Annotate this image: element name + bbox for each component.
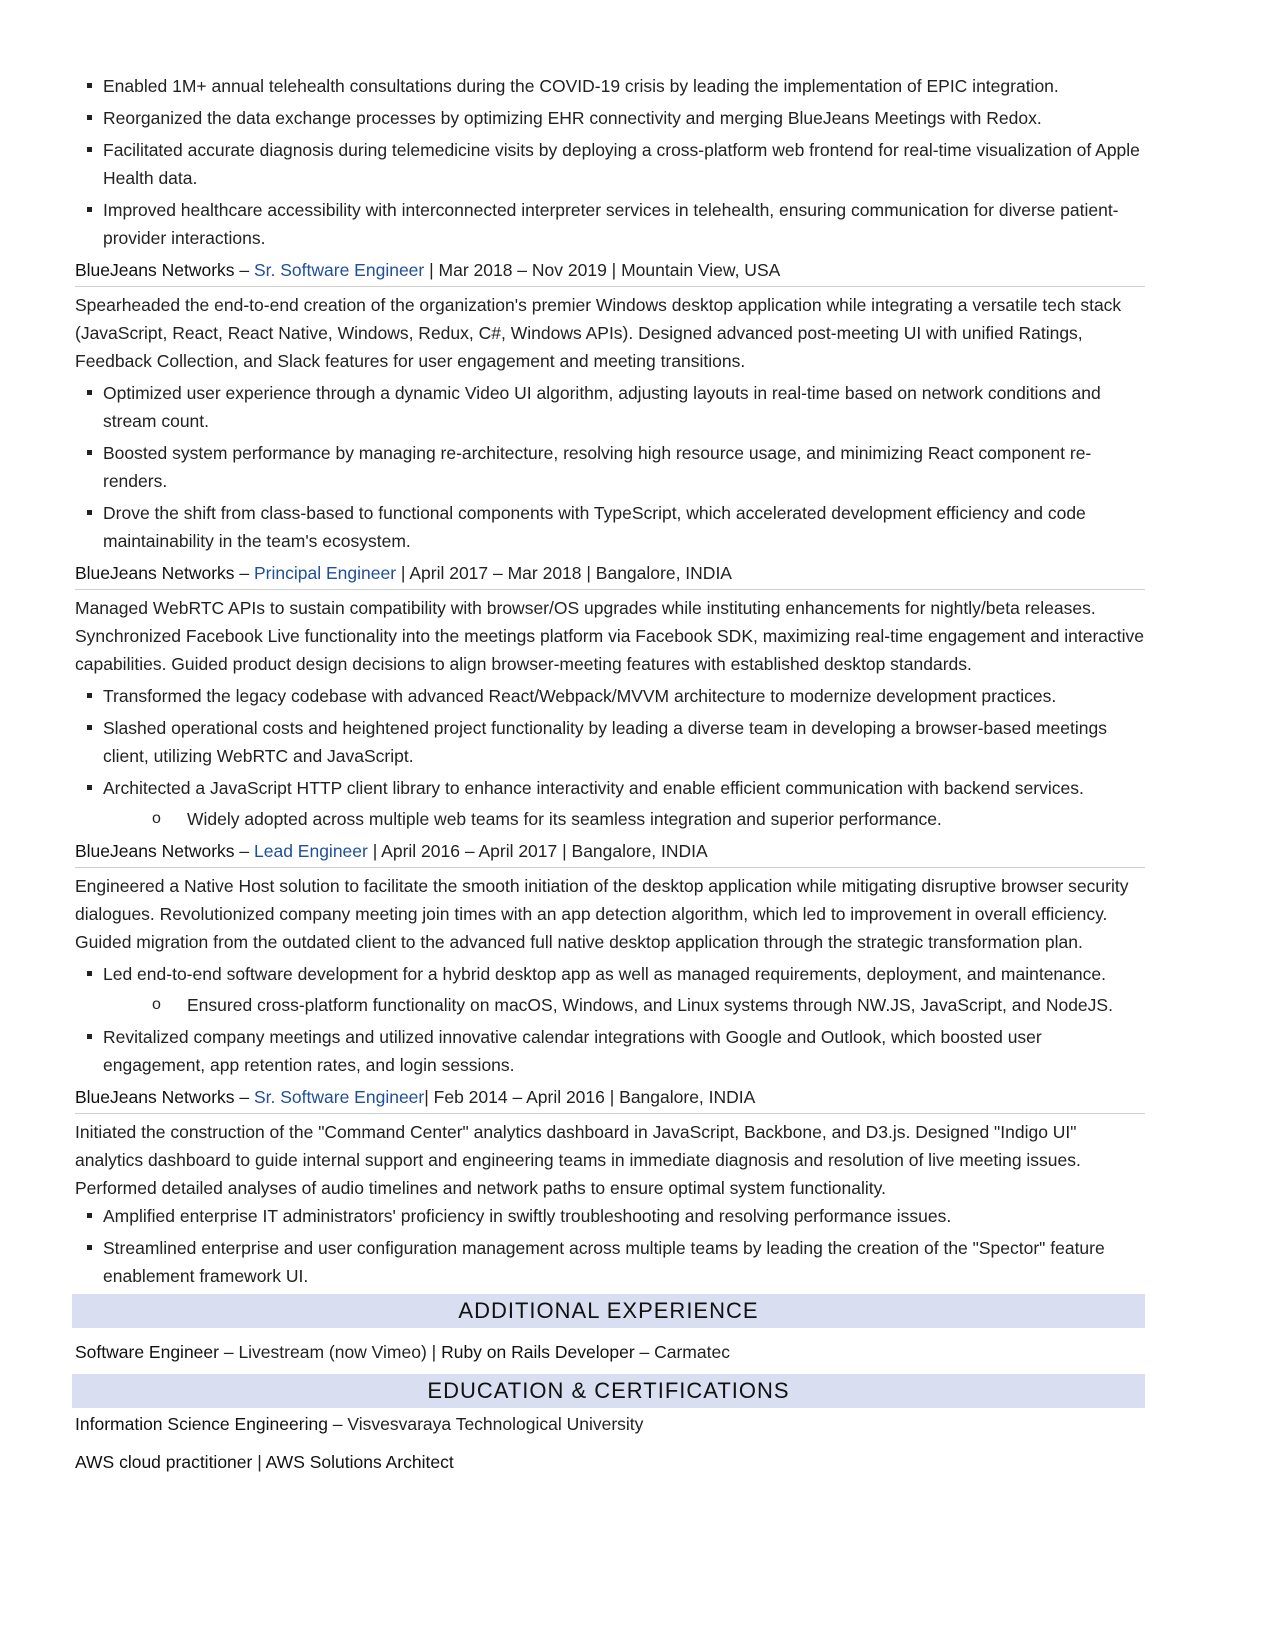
bullet-item: Transformed the legacy codebase with advanced React/Webpack/MVVM architecture to modernize development practices. <box>75 682 1145 710</box>
job-bullet-list <box>75 682 1145 833</box>
bullet-item: Streamlined enterprise and user configuration management across multiple teams by leading the creation of the "Spector" feature enablement framework UI. <box>75 1234 1145 1290</box>
company-name: BlueJeans Networks <box>75 1087 235 1107</box>
job-header <box>75 559 1145 590</box>
certification: AWS Solutions Architect <box>265 1452 454 1472</box>
bullet-item: Enabled 1M+ annual telehealth consultations during the COVID-19 crisis by leading the implementation of EPIC integration. <box>75 72 1145 100</box>
bullet-item: Boosted system performance by managing re-architecture, resolving high resource usage, and minimizing React component re-renders. <box>75 439 1145 495</box>
additional-experience-line <box>75 1338 1145 1366</box>
certifications-line <box>75 1448 1145 1476</box>
job-role: Sr. Software Engineer <box>254 1087 425 1107</box>
bullet-item: Improved healthcare accessibility with interconnected interpreter services in telehealth, ensuring communication for diverse patient-provider interactions. <box>75 196 1145 252</box>
section-heading-education: EDUCATION & CERTIFICATIONS <box>72 1374 1145 1408</box>
bullet-item: Facilitated accurate diagnosis during telemedicine visits by deploying a cross-platform web frontend for real-time visualization of Apple Health data. <box>75 136 1145 192</box>
additional-org: – Carmatec <box>634 1342 730 1362</box>
job-role: Lead Engineer <box>254 841 368 861</box>
certification: AWS cloud practitioner <box>75 1452 253 1472</box>
bullet-item: Optimized user experience through a dynamic Video UI algorithm, adjusting layouts in real-time based on network conditions and stream count. <box>75 379 1145 435</box>
job-summary: Engineered a Native Host solution to facilitate the smooth initiation of the desktop application while mitigating disruptive browser security dialogues. Revolutionized company meeting join times with an app detection algorithm, which led to improvement in overall efficiency. Guided migration from the outdated client to the advanced full native desktop application through the strategic transformation plan. <box>75 876 1129 952</box>
job-header <box>75 837 1145 868</box>
company-name: BlueJeans Networks <box>75 841 235 861</box>
job-details: | Mar 2018 – Nov 2019 | Mountain View, USA <box>424 260 781 280</box>
bullet-item: Amplified enterprise IT administrators' proficiency in swiftly troubleshooting and resolving performance issues. <box>75 1202 1145 1230</box>
bullet-item: Drove the shift from class-based to functional components with TypeScript, which accelerated development efficiency and code maintainability in the team's ecosystem. <box>75 499 1145 555</box>
degree-name: Information Science Engineering <box>75 1414 328 1434</box>
school-name: – Visvesvaraya Technological University <box>327 1414 644 1434</box>
separator-dash: – <box>234 1087 254 1107</box>
bullet-text: Architected a JavaScript HTTP client library to enhance interactivity and enable efficient communication with backend services. <box>103 778 1084 798</box>
job-bullet-list <box>75 1202 1145 1290</box>
company-name: BlueJeans Networks <box>75 260 235 280</box>
job-bullet-list <box>75 379 1145 555</box>
separator: | <box>252 1452 266 1472</box>
bullet-text: Led end-to-end software development for a hybrid desktop app as well as managed requirements, deployment, and maintenance. <box>103 964 1106 984</box>
job-header <box>75 256 1145 287</box>
sub-bullet-list <box>103 805 1145 833</box>
separator-dash: – <box>234 260 254 280</box>
bullet-item: Slashed operational costs and heightened project functionality by leading a diverse team in developing a browser-based meetings client, utilizing WebRTC and JavaScript. <box>75 714 1145 770</box>
company-name: BlueJeans Networks <box>75 563 235 583</box>
additional-org: – Livestream (now Vimeo) | <box>218 1342 442 1362</box>
job-summary: Spearheaded the end-to-end creation of the organization's premier Windows desktop application while integrating a versatile tech stack (JavaScript, React, React Native, Windows, Redux, C#, Windows APIs). Designed advanced post-meeting UI with unified Ratings, Feedback Collection, and Slack features for user engagement and meeting transitions. <box>75 295 1122 371</box>
bullet-item <box>75 960 1145 1019</box>
additional-role: Software Engineer <box>75 1342 219 1362</box>
job-summary: Managed WebRTC APIs to sustain compatibility with browser/OS upgrades while instituting enhancements for nightly/beta releases. Synchronized Facebook Live functionality into the meetings platform via Facebook SDK, maximizing real-time engagement and interactive capabilities. Guided product design decisions to align browser-meeting features with established desktop standards. <box>75 598 1145 674</box>
bullet-item: Reorganized the data exchange processes by optimizing EHR connectivity and merging BlueJeans Meetings with Redox. <box>75 104 1145 132</box>
additional-role: Ruby on Rails Developer <box>441 1342 635 1362</box>
separator-dash: – <box>234 841 254 861</box>
job-bullet-list <box>75 960 1145 1079</box>
job-details: | Feb 2014 – April 2016 | Bangalore, INDIA <box>424 1087 756 1107</box>
job-details: | April 2016 – April 2017 | Bangalore, INDIA <box>367 841 708 861</box>
intro-bullet-list <box>75 72 1145 252</box>
job-summary: Initiated the construction of the "Command Center" analytics dashboard in JavaScript, Backbone, and D3.js. Designed "Indigo UI" analytics dashboard to guide internal support and engineering teams in immediate diagnosis and resolution of live meeting issues. Performed detailed analyses of audio timelines and network paths to ensure optimal system functionality. <box>75 1122 1081 1198</box>
job-header <box>75 1083 1145 1114</box>
section-heading-additional-experience: ADDITIONAL EXPERIENCE <box>72 1294 1145 1328</box>
job-role: Sr. Software Engineer <box>254 260 425 280</box>
job-details: | April 2017 – Mar 2018 | Bangalore, INDIA <box>396 563 732 583</box>
sub-bullet-list <box>103 991 1145 1019</box>
separator-dash: – <box>234 563 254 583</box>
bullet-item: Revitalized company meetings and utilized innovative calendar integrations with Google and Outlook, which boosted user engagement, app retention rates, and login sessions. <box>75 1023 1145 1079</box>
education-line <box>75 1410 1145 1438</box>
job-role: Principal Engineer <box>254 563 397 583</box>
sub-bullet-item: o Ensured cross-platform functionality on macOS, Windows, and Linux systems through NW.JS, JavaScript, and NodeJS. <box>75 991 1145 1019</box>
bullet-item <box>75 774 1145 833</box>
sub-bullet-item: o Widely adopted across multiple web teams for its seamless integration and superior performance. <box>75 805 1145 833</box>
